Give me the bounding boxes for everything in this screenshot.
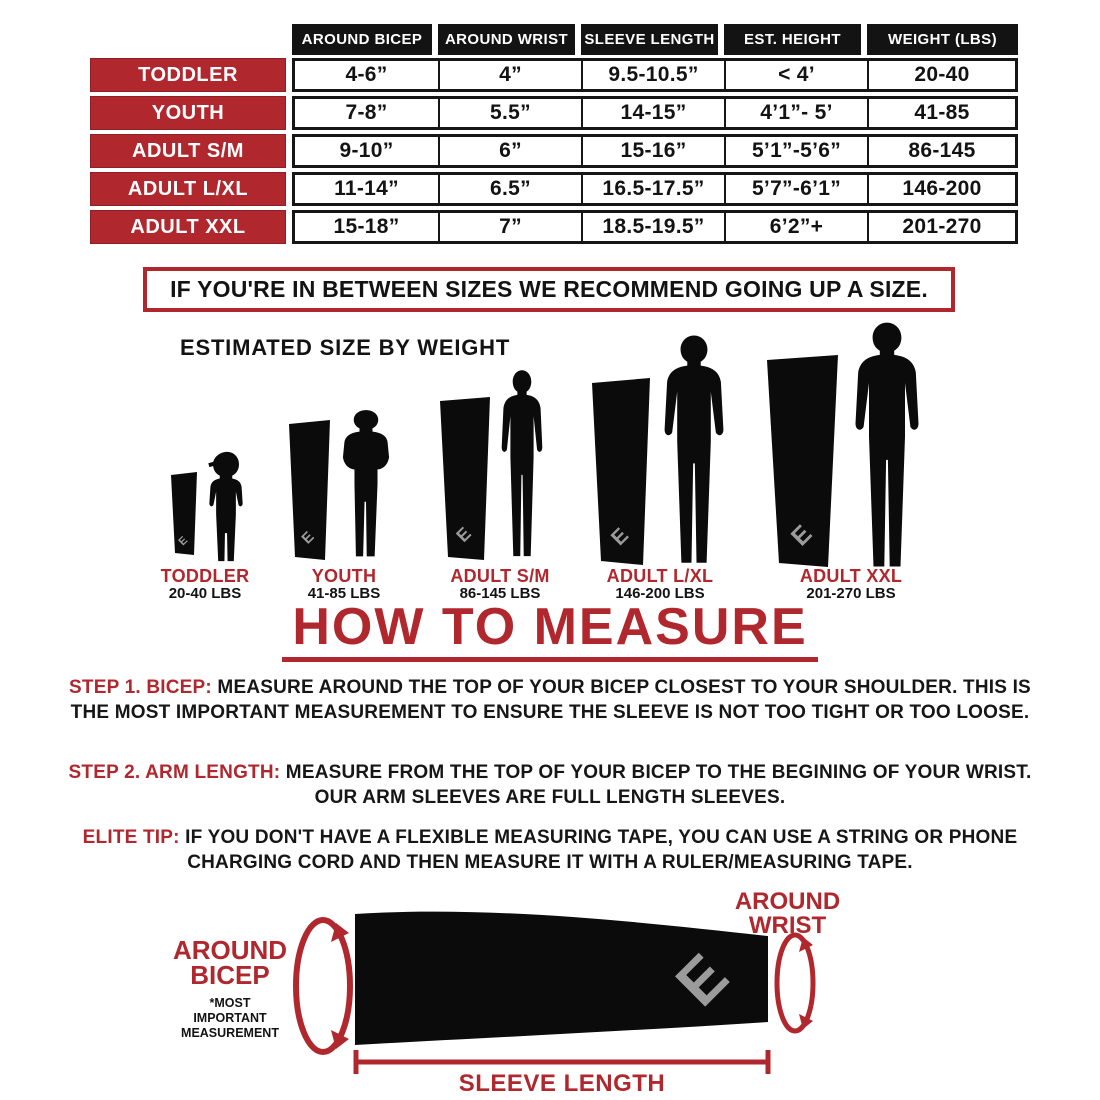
cell-around-wrist: 6.5” bbox=[438, 175, 581, 203]
weight-label: 41-85 LBS bbox=[307, 585, 381, 602]
cell-around-wrist: 4” bbox=[438, 61, 581, 89]
size-label: ADULT L/XL bbox=[606, 566, 714, 586]
cell-sleeve-length: 16.5-17.5” bbox=[581, 175, 724, 203]
cell-around-wrist: 7” bbox=[438, 213, 581, 241]
cell-weight: 20-40 bbox=[867, 61, 1015, 89]
person-silhouette-adult-sm bbox=[493, 369, 551, 558]
cell-sleeve-length: 14-15” bbox=[581, 99, 724, 127]
cell-est-height: 5’1”-5’6” bbox=[724, 137, 867, 165]
weight-label: 146-200 LBS bbox=[615, 585, 705, 602]
step-text: MEASURE AROUND THE TOP OF YOUR BICEP CLOSEST TO YOUR SHOULDER. THIS IS THE MOST IMPORTANT MEASUREMENT TO ENSURE THE SLEEVE IS NOT TOO TIGHT OR TOO LOOSE. bbox=[70, 677, 1031, 723]
sleeve-graphic-adult-sm bbox=[439, 397, 491, 560]
column-header-weight-lbs: WEIGHT (LBS) bbox=[867, 24, 1018, 55]
cell-sleeve-length: 18.5-19.5” bbox=[581, 213, 724, 241]
cell-est-height: 6’2”+ bbox=[724, 213, 867, 241]
brand-e-icon: E bbox=[452, 523, 475, 546]
around-bicep-label: AROUND BICEP bbox=[172, 935, 288, 990]
cell-weight: 41-85 bbox=[867, 99, 1015, 127]
weight-label: 86-145 LBS bbox=[459, 585, 541, 602]
cell-sleeve-length: 9.5-10.5” bbox=[581, 61, 724, 89]
row-label: ADULT S/M bbox=[90, 134, 286, 168]
wrist-ellipse bbox=[777, 935, 813, 1031]
sleeve-graphic-toddler bbox=[170, 472, 198, 555]
measure-diagram bbox=[150, 885, 1070, 1100]
column-header-around-wrist: AROUND WRIST bbox=[438, 24, 575, 55]
brand-e-icon: E bbox=[298, 528, 318, 548]
row-label: YOUTH bbox=[90, 96, 286, 130]
sleeve-graphic-youth bbox=[288, 420, 331, 560]
header-corner-spacer bbox=[90, 24, 286, 55]
step-2-arm-length bbox=[50, 761, 1050, 810]
row-label: TODDLER bbox=[90, 58, 286, 92]
person-silhouette-toddler bbox=[200, 450, 252, 564]
cell-around-wrist: 5.5” bbox=[438, 99, 581, 127]
estimated-size-title: ESTIMATED SIZE BY WEIGHT bbox=[180, 335, 511, 360]
size-label: ADULT XXL bbox=[799, 566, 903, 586]
column-header-est-height: EST. HEIGHT bbox=[724, 24, 861, 55]
sleeve-length-label: SLEEVE LENGTH bbox=[458, 1070, 666, 1097]
size-label: ADULT S/M bbox=[450, 566, 550, 586]
sleeve-graphic-adult-lxl bbox=[591, 378, 651, 565]
cell-around-bicep: 9-10” bbox=[339, 139, 394, 162]
cell-est-height: < 4’ bbox=[724, 61, 867, 89]
step-label: STEP 1. BICEP: bbox=[69, 677, 212, 698]
brand-e-icon: E bbox=[606, 523, 634, 551]
cell-est-height: 5’7”-6’1” bbox=[724, 175, 867, 203]
row-label: ADULT L/XL bbox=[90, 172, 286, 206]
step-text: MEASURE FROM THE TOP OF YOUR BICEP TO THE BEGINING OF YOUR WRIST. OUR ARM SLEEVES ARE FULL LENGTH SLEEVES. bbox=[285, 762, 1032, 808]
column-header-around-bicep: AROUND BICEP bbox=[292, 24, 432, 55]
size-label: TODDLER bbox=[160, 566, 250, 586]
size-chart-table bbox=[90, 24, 1018, 248]
brand-e-icon: E bbox=[663, 941, 742, 1020]
weight-label: 20-40 LBS bbox=[168, 585, 242, 602]
around-wrist-label: AROUND WRIST bbox=[734, 888, 841, 939]
cell-weight: 201-270 bbox=[867, 213, 1015, 241]
size-row-youth bbox=[90, 96, 1018, 130]
size-chart-header-row bbox=[90, 24, 1018, 55]
cell-around-bicep: 11-14” bbox=[334, 177, 399, 200]
cell-weight: 86-145 bbox=[867, 137, 1015, 165]
column-header-sleeve-length: SLEEVE LENGTH bbox=[581, 24, 718, 55]
how-to-measure-title: HOW TO MEASURE bbox=[282, 600, 817, 662]
row-label: ADULT XXL bbox=[90, 210, 286, 244]
size-row-adult-xxl bbox=[90, 210, 1018, 244]
brand-e-icon: E bbox=[785, 519, 818, 552]
size-label: YOUTH bbox=[311, 566, 377, 586]
size-row-adult-sm bbox=[90, 134, 1018, 168]
person-silhouette-youth bbox=[330, 408, 402, 558]
bicep-ellipse bbox=[296, 920, 350, 1052]
size-row-toddler bbox=[90, 58, 1018, 92]
cell-around-bicep: 7-8” bbox=[345, 101, 388, 124]
size-row-adult-lxl bbox=[90, 172, 1018, 206]
step-1-bicep bbox=[50, 676, 1050, 725]
figure-label-toddler bbox=[125, 567, 285, 603]
person-silhouette-adult-xxl bbox=[842, 321, 932, 569]
cell-around-bicep: 4-6” bbox=[345, 63, 388, 86]
cell-around-bicep: 15-18” bbox=[333, 215, 400, 238]
person-silhouette-adult-lxl bbox=[652, 334, 736, 565]
between-sizes-banner: IF YOU'RE IN BETWEEN SIZES WE RECOMMEND GOING UP A SIZE. bbox=[143, 267, 955, 312]
step-label: ELITE TIP: bbox=[82, 827, 180, 848]
elite-tip bbox=[50, 826, 1050, 875]
cell-sleeve-length: 15-16” bbox=[581, 137, 724, 165]
brand-e-icon: E bbox=[176, 534, 191, 549]
weight-label: 201-270 LBS bbox=[806, 585, 896, 602]
step-text: IF YOU DON'T HAVE A FLEXIBLE MEASURING TAPE, YOU CAN USE A STRING OR PHONE CHARGING CORD AND THEN MEASURE IT WITH A RULER/MEASURING TAPE. bbox=[185, 827, 1018, 873]
cell-weight: 146-200 bbox=[867, 175, 1015, 203]
cell-est-height: 4’1”- 5’ bbox=[724, 99, 867, 127]
most-important-note: *MOST IMPORTANT MEASUREMENT bbox=[181, 996, 279, 1040]
cell-around-wrist: 6” bbox=[438, 137, 581, 165]
step-label: STEP 2. ARM LENGTH: bbox=[68, 762, 281, 783]
sleeve-graphic-adult-xxl bbox=[766, 355, 839, 567]
